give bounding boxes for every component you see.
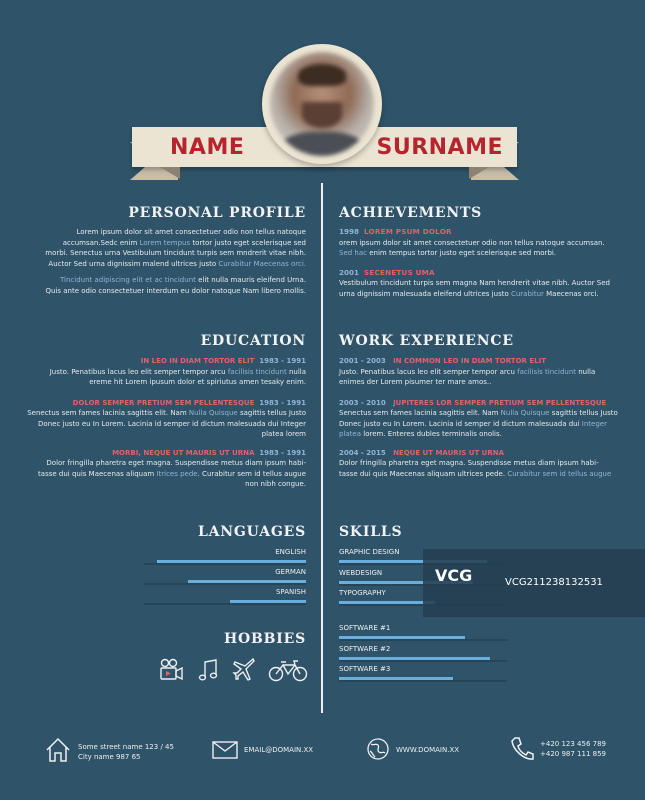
language-label: GERMAN (275, 568, 306, 576)
education-line: Donec justo eu In Lorem. Lacinia id semper id dictum malesuada dui Integer (38, 419, 306, 428)
surname: SURNAME (376, 135, 503, 160)
center-divider (321, 183, 323, 713)
work-line: platea lorem. Enteres dubles terminalis onolis. (339, 430, 502, 438)
achievement-heading: 1998 LOREM PSUM DOLOR (339, 227, 452, 236)
bicycle-icon (268, 657, 308, 683)
education-line: tasse dui quis Maecenas aliquam Itrices pede. Curabitur sem id tellus augue (38, 469, 306, 478)
profile-line: Tincidunt adipiscing elit et ac tincidunt elit nulla mauris eleifend Urna. (59, 276, 306, 284)
airplane-icon (232, 657, 258, 683)
skill-label: GRAPHIC DESIGN (339, 548, 400, 556)
address (78, 742, 174, 762)
video-camera-icon (158, 657, 184, 683)
phone-icon (510, 736, 534, 762)
work-line: Senectus sem fames lacinia sagittis elit. Nam Nulla Quisque sagittis tellus Justo (339, 409, 618, 417)
globe-icon (366, 737, 390, 761)
skill-bar-track (339, 660, 507, 662)
work-experience-list (339, 356, 629, 479)
email-link[interactable]: EMAIL@DOMAIN.XX (244, 746, 314, 754)
work-heading: 2004 - 2015 NEQUE UT MAURIS UT URNA (339, 448, 505, 457)
language-bar-track (144, 563, 306, 565)
section-title-personal-profile: PERSONAL PROFILE (128, 205, 306, 221)
envelope-icon (212, 741, 238, 759)
education-heading: MORBI, NEQUE UT MAURIS UT URNA 1983 - 1991 (112, 448, 306, 457)
achievements-list (339, 227, 629, 299)
language-bar-fill (157, 560, 306, 563)
section-title-education: EDUCATION (200, 333, 306, 349)
phone-number-1[interactable]: +420 123 456 789 (540, 740, 606, 748)
language-label: ENGLISH (275, 548, 306, 556)
skill-label: SOFTWARE #2 (339, 645, 391, 653)
skill-bar-track (339, 639, 507, 641)
section-title-skills: SKILLS (339, 524, 403, 540)
first-name: NAME (170, 135, 245, 160)
achievement-line: Vestibulum tincidunt turpis sem magna Nam hendrerit vitae nibh. Auctor Sed (339, 279, 610, 287)
address-street: Some street name 123 / 45 (78, 743, 174, 751)
skill-label: SOFTWARE #1 (339, 624, 391, 632)
section-title-hobbies: HOBBIES (223, 631, 306, 647)
profile-line: Lorem ipsum dolor sit amet consectetuer odio non tellus natoque (76, 228, 306, 236)
section-title-achievements: ACHIEVEMENTS (339, 205, 483, 221)
skill-label: TYPOGRAPHY (339, 589, 386, 597)
achievement-line: urna dignissim malesuada eleifend ultrices justo Curabitur Maecenas orci. (339, 289, 599, 298)
education-list (6, 356, 306, 490)
achievement-heading: 2001 SECENETUS UMA (339, 267, 435, 277)
section-title-languages: LANGUAGES (197, 524, 306, 540)
language-label: SPANISH (275, 588, 306, 596)
education-line: Senectus sem fames lacinia sagittis elit. Nam Nulla Quisque sagittis tellus Justo (27, 409, 306, 417)
achievement-line: orem ipsum dolor sit amet consectetuer odio non tellus natoque accumsan. (339, 238, 605, 247)
website-link[interactable]: WWW.DOMAIN.XX (396, 746, 460, 754)
skill-bar-fill (339, 636, 465, 639)
skill-bar-fill (339, 601, 435, 604)
profile-line: accumsan.Sedc enim Lorem tempus tortor justo eget scelerisque sed (62, 238, 306, 247)
education-line: non nibh congue. (245, 480, 306, 488)
work-heading: 2001 - 2003 IN COMMON LEO IN DIAM TORTOR ELIT (339, 357, 546, 365)
education-heading: DOLOR SEMPER PRETIUM SEM PELLENTESQUE 1983 - 1991 (72, 398, 306, 407)
home-icon (44, 736, 72, 764)
skill-bar-track (339, 680, 507, 682)
education-heading: IN LEO IN DIAM TORTOR ELIT 1983 - 1991 (140, 357, 306, 365)
language-bar-fill (230, 600, 306, 603)
profile-line: Auctor Sed urna dignissim malend ultrices justo Curabitur Maecenas orci. (48, 259, 306, 268)
watermark-id: VCG211238132531 (505, 577, 603, 588)
education-line: ereme hit Lorem ipusum dolor et spiriutus amen tesaky enim. (89, 378, 306, 386)
skill-bar-fill (339, 677, 453, 680)
watermark-logo: VCG (435, 566, 473, 585)
profile-photo-frame (262, 44, 382, 164)
language-bar-track (144, 583, 306, 585)
education-line: platea lorem (261, 430, 306, 438)
work-line: Justo. Penatibus lacus leo elit semper tempor arcu facilisis tincidunt nulla (339, 367, 596, 376)
skill-label: SOFTWARE #3 (339, 665, 391, 673)
work-line: Donec justo eu In Lorem. Lacinia id semper id dictum malesuada dui Integer (339, 419, 607, 428)
address-city: City name 987 65 (78, 753, 141, 761)
work-line: Dolor fringilla pharetra eget magna. Suspendisse metus diam ipsum habi- (339, 459, 599, 467)
profile-line: morbi. Senectus urna Vestibulum tincidunt turpis sem mndrerit vitae nibh. (45, 249, 306, 257)
personal-profile-text (6, 227, 306, 296)
phone-number-2[interactable]: +420 987 111 859 (540, 750, 606, 758)
skill-bar-fill (339, 657, 490, 660)
education-line: Justo. Penatibus lacus leo elit semper tempor arcu facilisis tincidunt nulla (49, 367, 306, 376)
language-bar-track (144, 603, 306, 605)
phone-numbers (540, 739, 606, 759)
profile-line: Quis ante odio consectetuer interdum eu dolor natoque Nam libero mollis. (45, 286, 306, 295)
achievement-line: Sed hac enim tempus tortor justo eget scelerisque sed morbi. (339, 249, 557, 257)
section-title-work-experience: WORK EXPERIENCE (339, 333, 514, 349)
profile-photo (270, 52, 374, 156)
skill-label: WEBDESIGN (339, 569, 383, 577)
watermark (423, 549, 645, 617)
work-heading: 2003 - 2010 JUPITERES LOR SEMPER PRETIUM SEM PELLENTESQUE (339, 398, 607, 407)
work-line: tasse dui quis Maecenas aliquam ultrices pede. Curabitur sem id tellus augue (339, 469, 612, 478)
language-bar-fill (188, 580, 306, 583)
education-line: Dolor fringilla pharetra eget magna. Suspendisse metus diam ipsum habi- (46, 459, 306, 467)
work-line: enimes der Lorem pisumer ter mare amos.. (339, 378, 492, 386)
music-note-icon (196, 657, 222, 683)
